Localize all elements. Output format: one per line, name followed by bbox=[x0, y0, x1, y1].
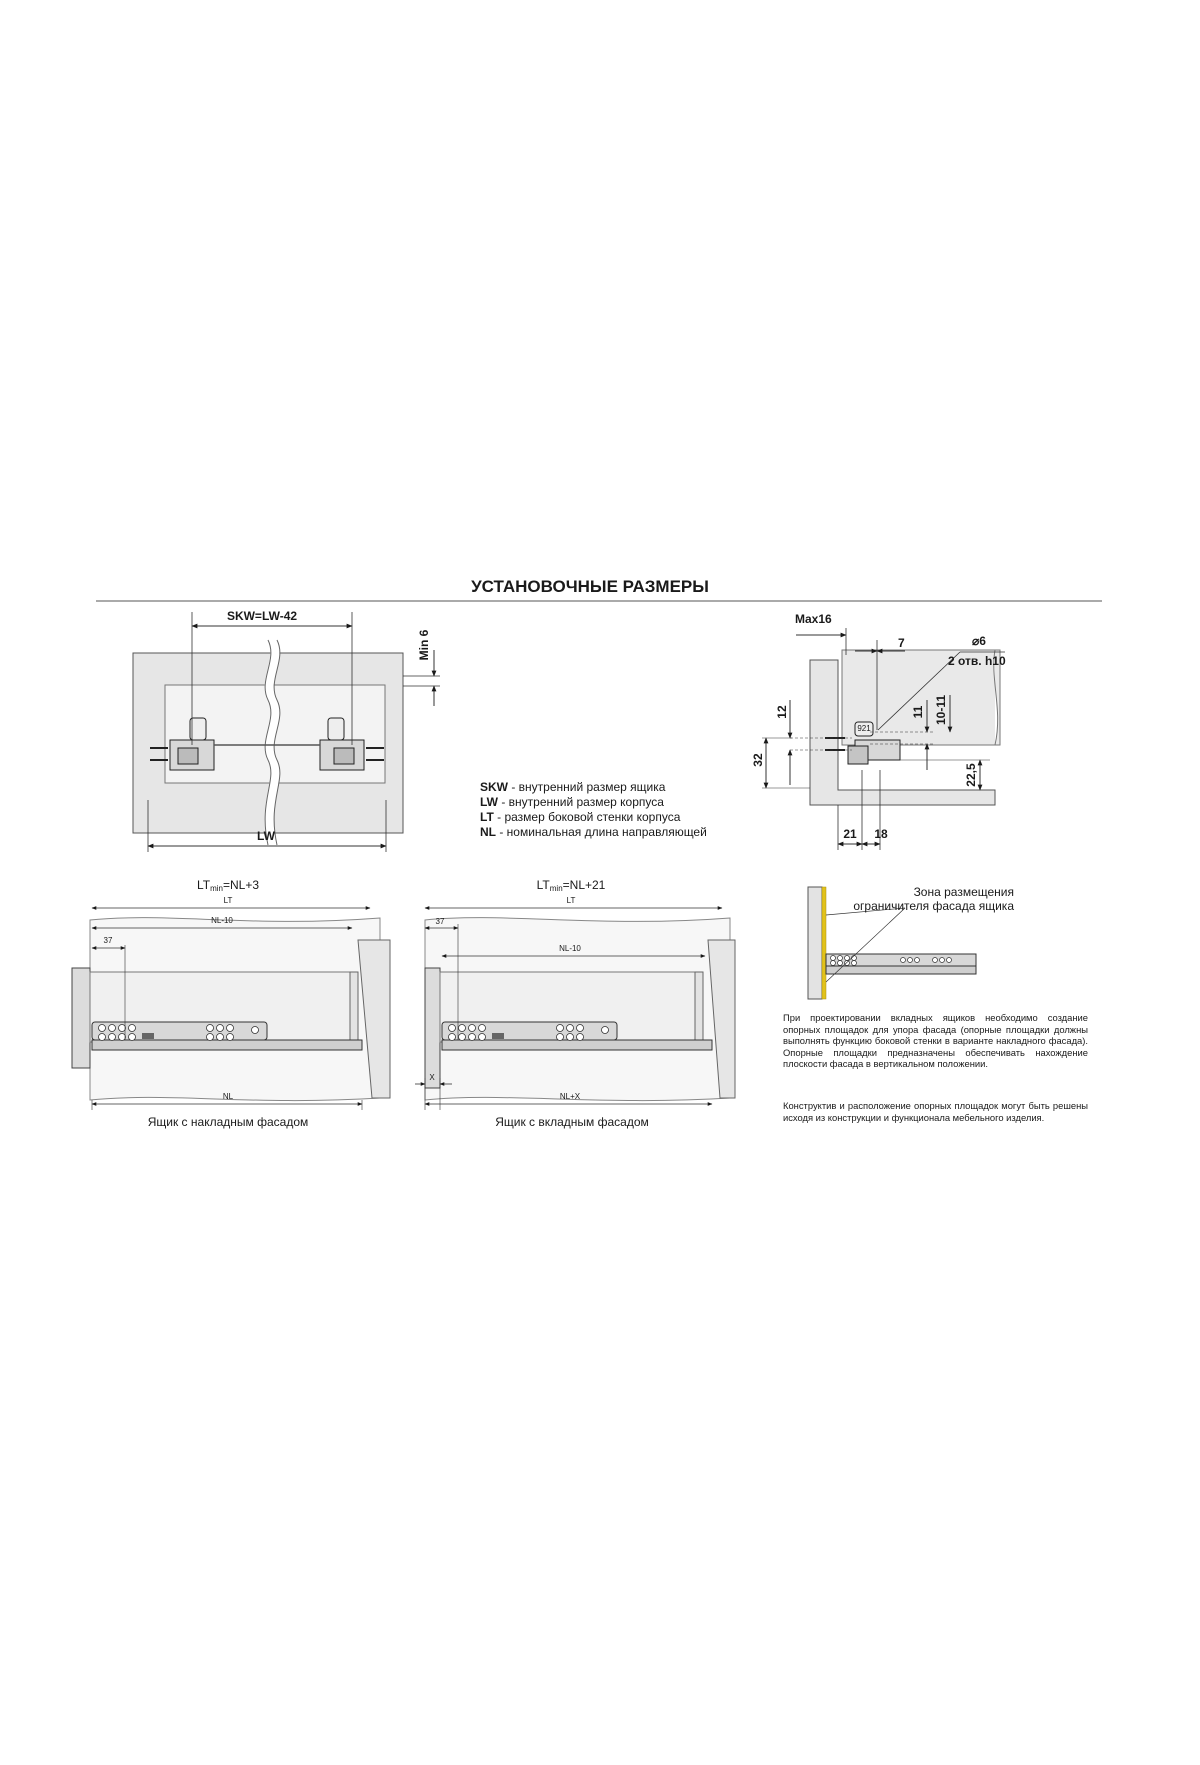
nlx-label: NL+X bbox=[559, 1092, 581, 1101]
overlay-front-panel bbox=[72, 968, 90, 1068]
front-view bbox=[133, 609, 440, 852]
legend-item: SKW - внутренний размер ящика bbox=[480, 780, 666, 794]
lw-label: LW bbox=[257, 829, 275, 843]
front-stop-zone bbox=[808, 885, 1014, 999]
x-label: X bbox=[429, 1073, 435, 1082]
d11-label: 11 bbox=[911, 705, 925, 719]
d10-11-label: 10-11 bbox=[934, 694, 948, 726]
legend bbox=[480, 780, 707, 839]
max16-label: Max16 bbox=[795, 612, 832, 626]
d18-label: 18 bbox=[874, 827, 888, 841]
nl10-label: NL-10 bbox=[211, 916, 233, 925]
lt-min-label: LTmin=NL+3 bbox=[196, 878, 260, 893]
d37-label: 37 bbox=[435, 917, 445, 926]
d7-label: 7 bbox=[898, 636, 905, 650]
inset-caption: Ящик с вкладным фасадом bbox=[495, 1115, 649, 1129]
legend-item: LT - размер боковой стенки корпуса bbox=[480, 810, 681, 824]
skw-label: SKW=LW-42 bbox=[226, 609, 298, 623]
d37-label: 37 bbox=[103, 936, 113, 945]
overlay-caption: Ящик с накладным фасадом bbox=[147, 1115, 309, 1129]
d12-label: 12 bbox=[775, 705, 789, 719]
note-paragraph-2: Конструктив и расположение опорных площадок могут быть решены исходя из конструкции и функционала мебельного изделия. bbox=[783, 1100, 1088, 1123]
holes-label: 2 отв. h10 bbox=[948, 654, 1006, 668]
zone-title-2: ограничителя фасада ящика bbox=[853, 899, 1014, 913]
diameter-label: ⌀6 bbox=[972, 634, 986, 648]
stop-zone-marker bbox=[822, 887, 826, 999]
runner bbox=[92, 1040, 362, 1050]
inset-front-panel bbox=[425, 968, 440, 1088]
nl-label: NL bbox=[222, 1092, 234, 1101]
detail-view bbox=[751, 612, 1006, 850]
page-title: УСТАНОВОЧНЫЕ РАЗМЕРЫ bbox=[471, 577, 709, 596]
zone-title-1: Зона размещения bbox=[913, 885, 1014, 899]
lt-min-label: LTmin=NL+21 bbox=[536, 878, 606, 893]
runner-mark: 921 bbox=[857, 724, 871, 733]
min6-label: Min 6 bbox=[417, 629, 431, 661]
runner bbox=[442, 1040, 712, 1050]
note-paragraph-1: При проектировании вкладных ящиков необходимо создание опорных площадок для упора фасада (опорные площадки должны выполнять функцию боковой стенки в варианте накладного фасада). Опорные площадки предназначены обеспечивать нахождение плоскости фасада в вертикальном положении. bbox=[783, 1012, 1088, 1070]
d32-label: 32 bbox=[751, 753, 765, 767]
lt-label: LT bbox=[223, 896, 233, 905]
d22-5-label: 22,5 bbox=[964, 763, 978, 787]
nl10-label: NL-10 bbox=[559, 944, 581, 953]
d21-label: 21 bbox=[843, 827, 857, 841]
side-view-overlay-front bbox=[72, 878, 390, 1129]
lt-label: LT bbox=[566, 896, 576, 905]
legend-item: LW - внутренний размер корпуса bbox=[480, 795, 664, 809]
legend-item: NL - номинальная длина направляющей bbox=[480, 825, 707, 839]
side-view-inset-front bbox=[415, 878, 735, 1129]
